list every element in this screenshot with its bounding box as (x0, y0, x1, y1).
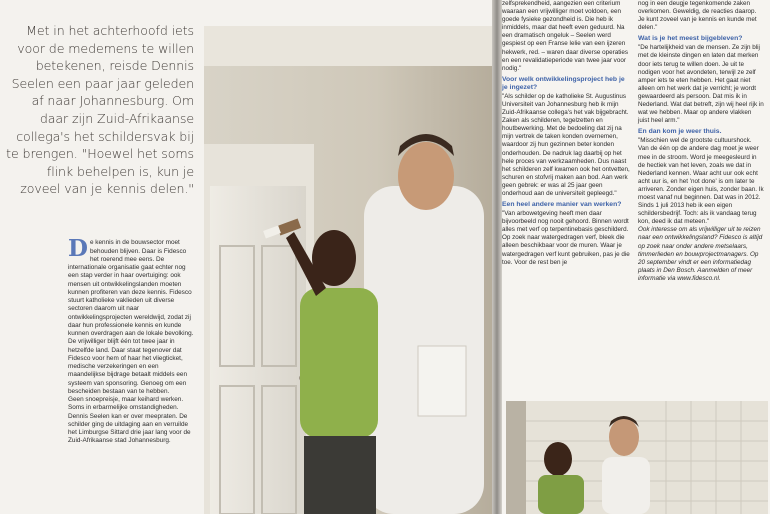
col-a-heading: Voor welk ontwikkelingsproject heb je je ingezet? (502, 75, 625, 91)
small-photo-painters-tiling (506, 401, 768, 514)
col-b-heading: Wat is je het meest bijgebleven? (638, 35, 743, 43)
drop-cap: D (68, 235, 88, 263)
info-callout: Ook interesse om als vrijwilliger uit te reizen naar een ontwikkelingsland? Fidesco is altijd op zoek naar onder andere metselaars, timmerlieden en bouwprojectmanagers. Op 20 september vindt er een informatiedag plaats in Den Bosch. Aanmelden of meer informatie via www.fidesco.nl. (638, 226, 763, 282)
article-column-b (638, 0, 764, 283)
article-column-a (502, 0, 630, 267)
col-b-heading: En dan kom je weer thuis. (638, 128, 722, 136)
page-gutter (492, 0, 502, 514)
main-photo-painters-at-door (204, 26, 492, 514)
col-a-paragraph: zelfsprekendheid, aangezien een criterium waaraan een vrijwilliger moet voldoen, een goede fysieke gezondheid is. Die heb ik inmiddels, maar dat heeft even geduurd. Na een dramatisch ongeluk – Seelen werd gespiest op een Franse lelie van een ijzeren hekwerk, red. – waren daar diverse operaties en een revalidatieperiode van twee jaar voor nodig." (502, 0, 629, 72)
pull-quote: Met in het achterhoofd iets voor de medemens te willen betekenen, reisde Dennis Seelen een paar jaar geleden af naar Johannesburg. Om daar zijn Zuid-Afrikaanse collega's het schildersvak bij te brengen. "Hoewel het soms flink behelpen is, kun je zoveel van je kennis delen." (6, 23, 194, 197)
intro-paragraph: e kennis in de bouwsector moet behouden blijven. Daar is Fidesco het roerend mee eens. De internationale organisatie gaat echter nog een stap verder in haar overtuiging: ook mensen uit ontwikkelingslanden moeten kunnen profiteren van deze kennis. Fidesco stuurt katholieke vaklieden uit diverse sectoren daarom uit naar ontwikkelingsprojecten wereldwijd, zodat zij daar hun professionele kennis en kunde kunnen overdragen aan de lokale bevolking. De vrijwilliger blijft één tot twee jaar in hetzelfde land. Daar staat tegenover dat Fidesco voor hem of haar het vliegticket, medische verzekeringen en een maandelijkse bijdrage betaalt middels een systeem van sponsoring. Genoeg om een bescheiden bestaan van te hebben. Geen snoepreisje, maar keihard werken. Soms in erbarmelijke omstandigheden. Dennis Seelen kan er over meepraten. De schilder ging de uitdaging aan en verruilde het Limburgse Sittard drie jaar lang voor de Zuid-Afrikaanse stad Johannesburg. (68, 239, 194, 445)
col-b-paragraph: "Misschien wel de grootste cultuurshock. Van de één op de andere dag moet je weer mee in de stroom. Word je meegesleurd in de hectiek van het leven, zoals we dat in Nederland kennen. Waar acht uur ook echt acht uur is, en het 'not done' is om later te arriveren. Zonder eigen huis, zonder baan. Ik moest vanaf nul beginnen. Dat was in 2012. Sinds 1 juli 2013 heb ik een eigen schildersbedrijf. Toch: als ik vandaag terug kon, deed ik dat meteen." (638, 137, 764, 226)
col-a-heading: Een heel andere manier van werken? (502, 201, 622, 209)
col-b-paragraph: nog in een deugje tegenkomende zaken overkomen. Geweldig, de reacties daarop. Je kunt zoveel van je kennis en kunde met delen." (638, 0, 757, 32)
col-b-paragraph: "De hartelijkheid van de mensen. Ze zijn blij met de kleinste dingen en laten dat merken door iets terug te willen doen. Je uit te nodigen voor het avondeten, terwijl ze zelf amper iets te eten hebben. Het gaat niet alleen om het werk dat je verricht; je wordt gewaardeerd als persoon. Dat mis ik in Nederland. Wat dat betreft, zijn wij heel rijk in wat we hebben. Maar op andere vlakken juist heel arm." (638, 44, 764, 125)
col-a-paragraph: "Van arbowetgeving heeft men daar bijvoorbeeld nog nooit gehoord. Binnen wordt alles met verf op terpentinebasis geschilderd. Op zoek naar watergedragen verf, bleek die alleen beschikbaar voor de muren. Waar je watergedragen verf kunt gebruiken, pas je die toe. Voor de rest ben je (502, 210, 630, 266)
col-a-paragraph: "Als schilder op de katholieke St. Augustinus Universiteit van Johannesburg heb ik mijn Zuid-Afrikaanse collega's het vak bijgebracht. Zaken als schilderen, tegelzetten en houtbewerking. Met de bedoeling dat zij na mijn vertrek de taken konden overnemen, waardoor zij hun gezinnen beter konden onderhouden. De nadruk lag daarbij op het hele proces van werkzaamheden. Dus naast het schilderen zelf kwamen ook het ontvetten, schuren en stofvrij maken aan bod. Aan werk geen gebrek: er was al 25 jaar geen onderhoud aan de universiteit gepleegd." (502, 92, 630, 197)
intro-body-text (68, 231, 196, 446)
